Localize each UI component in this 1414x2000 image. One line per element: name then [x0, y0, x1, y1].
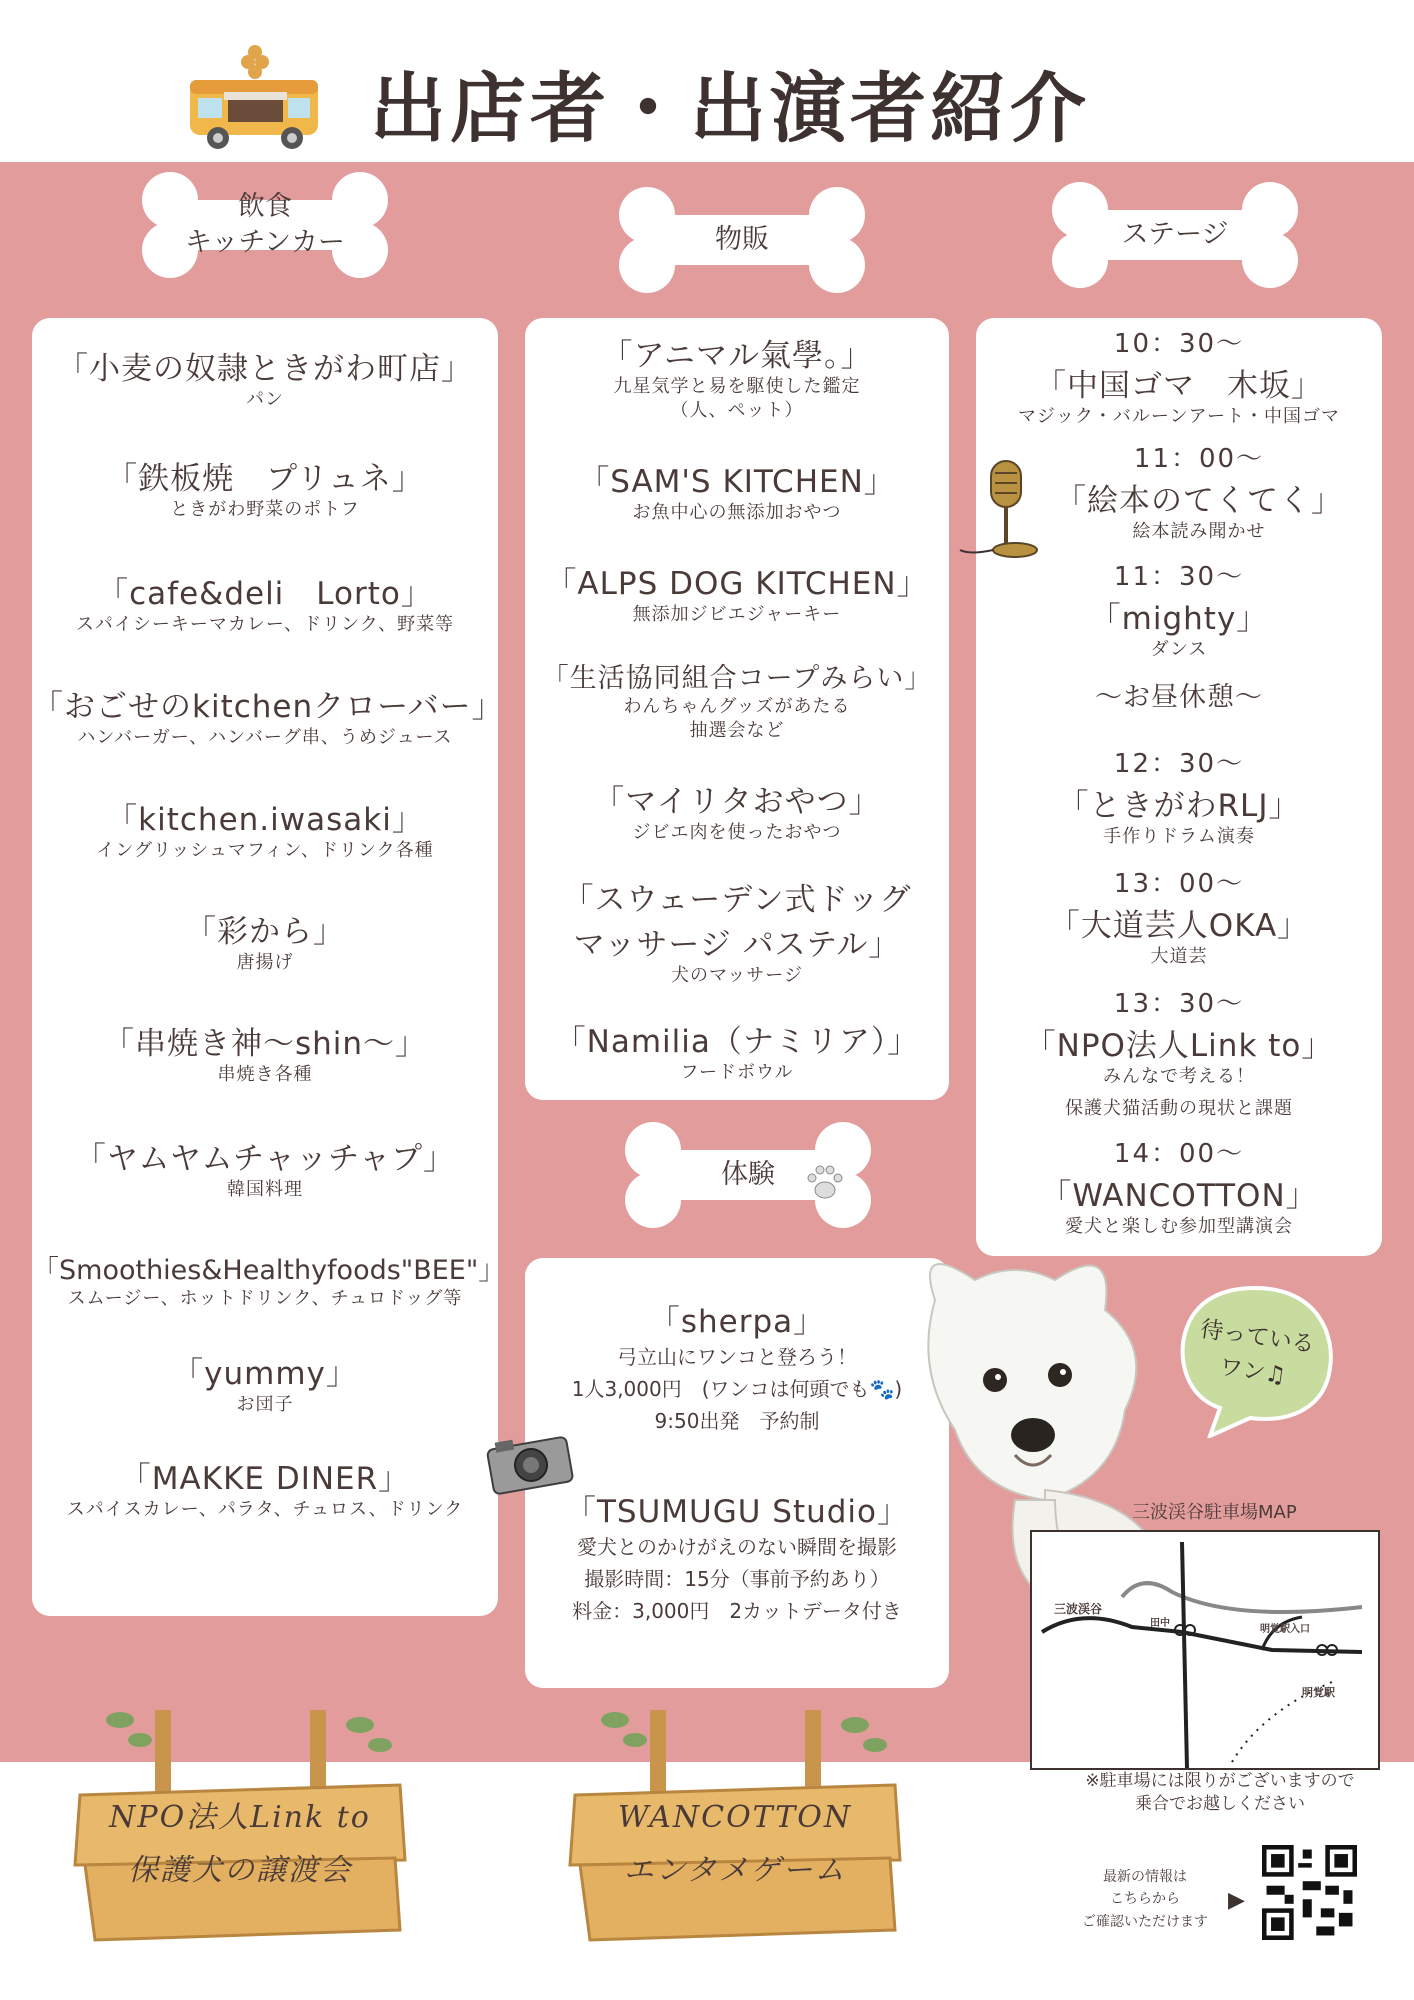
list-item: 「アニマル氣學。」 九星気学と易を駆使した鑑定 （人、ペット） [601, 338, 873, 422]
map-label-tanaka: 田中 [1150, 1618, 1170, 1629]
map-title: 三波渓谷駐車場MAP [1132, 1502, 1297, 1523]
list-item: 14：00〜 「WANCOTTON」 愛犬と楽しむ参加型講演会 [1040, 1139, 1318, 1237]
list-item: 「マイリタおやつ」 ジビエ肉を使ったおやつ [593, 784, 881, 843]
list-item: 「串焼き神〜shin〜」 串焼き各種 [102, 1026, 428, 1085]
list-item: 「生活協同組合コープみらい」 わんちゃんグッズがあたる 抽選会など [541, 663, 933, 742]
list-item: 11：00〜 「絵本のてくてく」 絵本読み聞かせ [1055, 444, 1343, 542]
list-item: 〜お昼休憩〜 [1095, 682, 1263, 713]
category-stage-label: ステージ [1045, 180, 1305, 290]
category-food-label: 飲食 キッチンカー [135, 170, 395, 280]
list-item: 「sherpa」 弓立山にワンコと登ろう！ 1人3,000円 (ワンコは何頭でも🐾) 9:50出発 予約制 [571, 1304, 903, 1433]
list-item: 「Smoothies&Healthyfoods"BEE"」 スムージー、ホットドリンク、チュロドッグ等 [32, 1255, 506, 1309]
food-truck-icon [180, 40, 330, 155]
goods-card [525, 318, 949, 1100]
list-item: 「スウェーデン式ドッグ マッサージ パステル」 犬のマッサージ [562, 882, 912, 986]
list-item: 「鉄板焼 プリュネ」 ときがわ野菜のポトフ [106, 461, 424, 520]
map-label-station: 明覚駅 [1302, 1686, 1335, 1699]
list-item: 「TSUMUGU Studio」 愛犬とのかけがえのない瞬間を撮影 撮影時間：15分（事前予約あり） 料金：3,000円 2カットデータ付き [564, 1494, 910, 1623]
list-item: 「ALPS DOG KITCHEN」 無添加ジビエジャーキー [545, 566, 929, 625]
microphone-icon [955, 455, 1055, 565]
list-item: 「彩から」 唐揚げ [185, 914, 345, 973]
list-item: 13：00〜 「大道芸人OKA」 大道芸 [1048, 869, 1310, 967]
map-label-entrance: 明覚駅入口 [1260, 1624, 1310, 1635]
page-title: 出店者・出演者紹介 [370, 64, 1090, 153]
list-item: 11：30〜 「mighty」 ダンス [1089, 562, 1269, 660]
list-item: 「Namilia（ナミリア）」 フードボウル [554, 1024, 920, 1083]
category-goods-label: 物販 [612, 185, 872, 295]
map-label-sanba: 三波渓谷 [1054, 1602, 1103, 1616]
food-card [32, 318, 506, 1616]
list-item: 「SAM'S KITCHEN」 お魚中心の無添加おやつ [578, 464, 896, 523]
list-item: 10：30〜 「中国ゴマ 木坂」 マジック・バルーンアート・中国ゴマ [1017, 329, 1341, 427]
latest-info-text: 最新の情報は こちらから ご確認いただけます [1082, 1869, 1208, 1930]
camera-icon [485, 1425, 580, 1495]
list-item: 「kitchen.iwasaki」 イングリッシュマフィン、ドリンク各種 [96, 802, 434, 861]
list-item: 「小麦の奴隷ときがわ町店」 パン [57, 351, 473, 410]
sign-wancotton-game: WANCOTTON エンタメゲーム [555, 1700, 915, 1950]
qr-code[interactable] [1262, 1845, 1357, 1940]
bubble-text: 待っている ワン♫ [1198, 1316, 1317, 1389]
paw-icon [800, 1158, 850, 1208]
list-item: 「cafe&deli Lorto」 スパイシーキーマカレー、ドリンク、野菜等 [75, 576, 455, 635]
list-item: 「MAKKE DINER」 スパイスカレー、パラタ、チュロス、ドリンク [66, 1461, 464, 1520]
arrow-right-icon: ▶ [1228, 1888, 1245, 1913]
parking-map [1030, 1530, 1380, 1770]
parking-note: ※駐車場には限りがございますので 乗合でお越しください [1085, 1771, 1355, 1814]
list-item: 「ヤムヤムチャッチャプ」 韓国料理 [74, 1141, 456, 1200]
sign-npo-adoption: NPO法人Link to 保護犬の譲渡会 [60, 1700, 420, 1950]
list-item: 「yummy」 お団子 [172, 1356, 358, 1415]
list-item: 「おごせのkitchenクローバー」 ハンバーガー、ハンバーグ串、うめジュース [32, 689, 504, 748]
list-item: 13：30〜 「NPO法人Link to」 みんなで考える！ 保護犬猫活動の現状と課題 [1024, 989, 1334, 1120]
list-item: 12：30〜 「ときがわRLJ」 手作りドラム演奏 [1057, 749, 1301, 847]
category-experience-label: 体験 [618, 1120, 878, 1230]
experience-card [525, 1258, 949, 1688]
